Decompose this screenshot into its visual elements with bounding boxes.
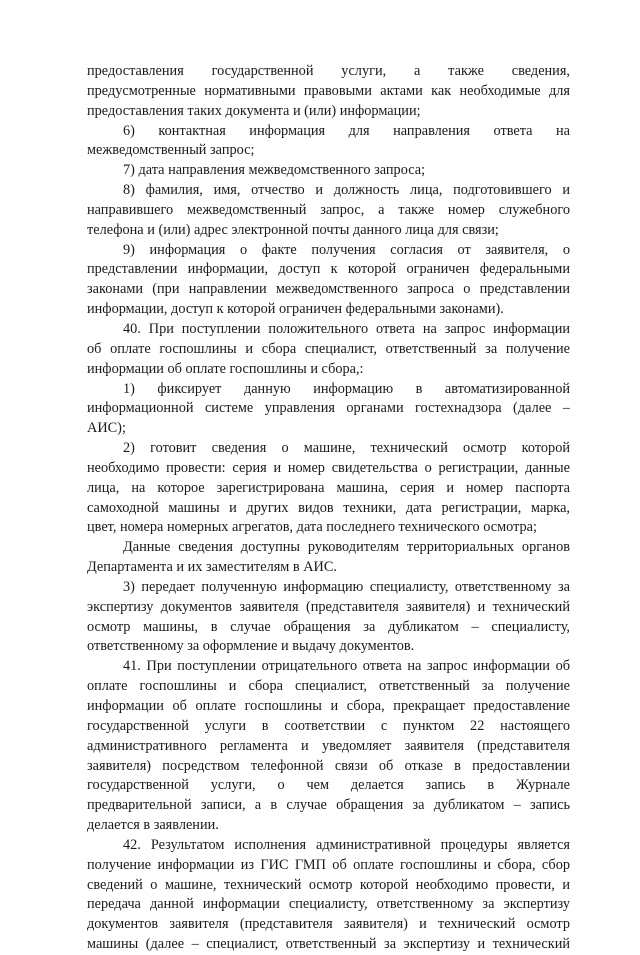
- text-line: заявителя) посредством телефонной связи об отказе в предоставлении: [87, 757, 570, 774]
- text-line: государственной услуги в соответствии с пунктом 22 настоящего: [87, 717, 570, 734]
- text-line: необходимо провести: серия и номер свидетельства о регистрации, данные: [87, 459, 570, 476]
- text-line: телефона и (или) адрес электронной почты данного лица для связи;: [87, 221, 499, 238]
- text-line: 1) фиксирует данную информацию в автоматизированной: [123, 380, 570, 397]
- text-line: Данные сведения доступны руководителям территориальных органов: [123, 539, 570, 556]
- text-line: административного регламента и уведомляет заявителя (представителя: [87, 737, 570, 754]
- text-line: цвет, номера номерных агрегатов, дата последнего технического осмотра;: [87, 519, 537, 536]
- text-line: направившего межведомственный запрос, а также номер служебного: [87, 201, 570, 218]
- text-line: машины (далее – специалист, ответственный за экспертизу и технический: [87, 936, 570, 953]
- text-line: сведений о машине, технический осмотр которой необходимо провести, и: [87, 876, 570, 893]
- text-line: Департамента и их заместителям в АИС.: [87, 559, 337, 576]
- text-line: информации об оплате госпошлины и сбора,:: [87, 360, 364, 377]
- text-line: передача данной информации специалисту, ответственному за экспертизу: [87, 896, 570, 913]
- text-line: предварительной записи, а в случае обращения за дубликатом – запись: [87, 797, 570, 814]
- text-line: самоходной машины и других видов техники, дата регистрации, марка,: [87, 499, 570, 516]
- text-line: законами (при направлении межведомственного запроса о представлении: [87, 281, 570, 298]
- text-line: 41. При поступлении отрицательного ответа на запрос информации об: [123, 658, 570, 675]
- text-line: информации, доступ к которой ограничен федеральными законами).: [87, 301, 504, 318]
- text-line: 6) контактная информация для направления ответа на: [123, 122, 570, 139]
- text-line: предоставления государственной услуги, а также сведения,: [87, 63, 570, 79]
- text-line: оплате госпошлины и сбора специалист, ответственный за получение: [87, 678, 570, 695]
- text-line: 40. При поступлении положительного ответа на запрос информации: [123, 320, 570, 337]
- text-line: 7) дата направления межведомственного запроса;: [123, 162, 426, 179]
- text-line: осмотр машины, в случае обращения за дубликатом – специалисту,: [87, 618, 570, 635]
- text-line: 9) информация о факте получения согласия от заявителя, о: [123, 241, 570, 258]
- text-line: делается в заявлении.: [87, 817, 219, 834]
- text-line: лица, на которое зарегистрирована машина, серия и номер паспорта: [87, 479, 570, 496]
- text-line: представлении информации, доступ к которой ограничен федеральными: [87, 261, 570, 278]
- text-line: государственной услуги, о чем делается запись в Журнале: [87, 777, 570, 794]
- text-line: предусмотренные нормативными правовыми актами как необходимые для: [87, 82, 570, 99]
- text-line: 2) готовит сведения о машине, технический осмотр которой: [123, 440, 570, 457]
- text-line: информации об оплате госпошлины и сбора, прекращает предоставление: [87, 698, 570, 714]
- text-line: ответственному за оформление и выдачу документов.: [87, 638, 415, 655]
- text-line: предоставления таких документа и (или) информации;: [87, 102, 421, 119]
- text-line: 8) фамилия, имя, отчество и должность лица, подготовившего и: [123, 182, 570, 199]
- text-line: межведомственный запрос;: [87, 142, 255, 159]
- text-line: АИС);: [87, 420, 126, 437]
- text-line: экспертизу документов заявителя (представителя заявителя) и технический: [87, 598, 570, 615]
- text-line: документов заявителя (представителя заявителя) и технический осмотр: [87, 916, 570, 933]
- text-line: информационной системе управления органами гостехнадзора (далее –: [87, 400, 570, 417]
- text-line: 3) передает полученную информацию специалисту, ответственному за: [123, 578, 570, 595]
- text-line: 42. Результатом исполнения административной процедуры является: [123, 836, 570, 853]
- text-line: получение информации из ГИС ГМП об оплате госпошлины и сбора, сбор: [87, 856, 570, 873]
- text-line: об оплате госпошлины и сбора специалист, ответственный за получение: [87, 340, 570, 357]
- document-body: [87, 62, 570, 955]
